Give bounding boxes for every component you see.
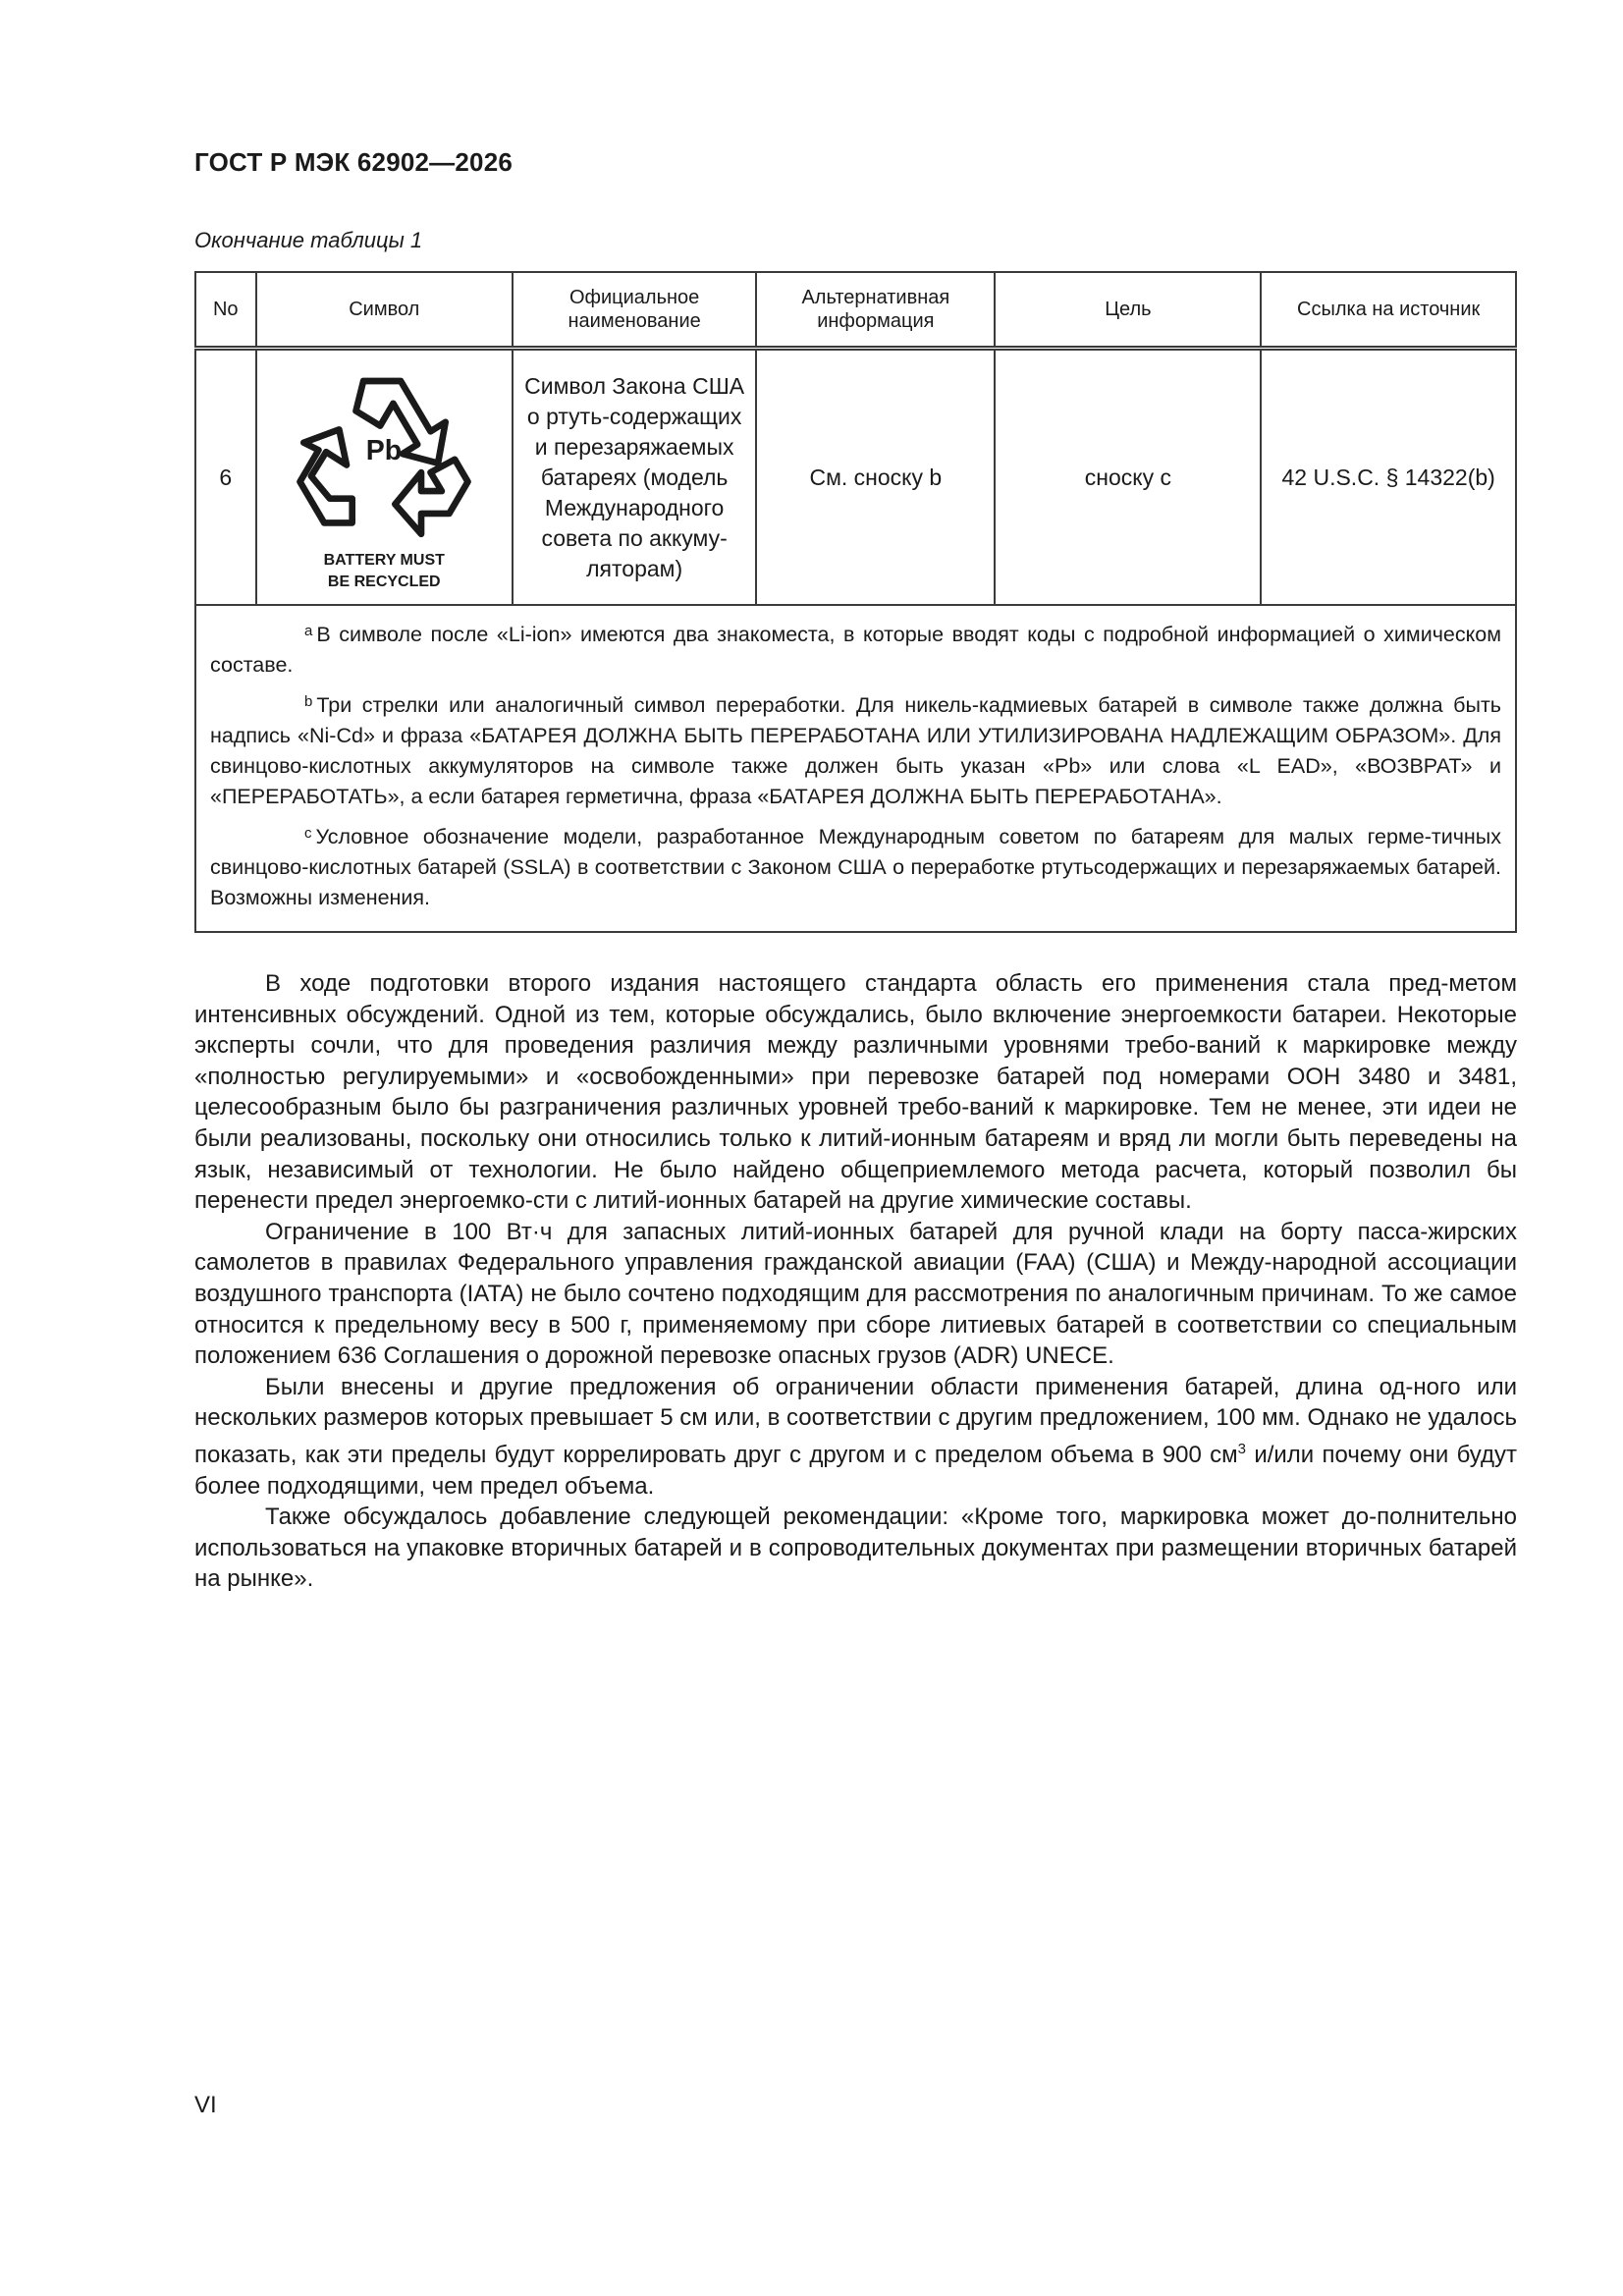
cell-alternative-info: См. сноску b [756,349,995,606]
footnote-c [210,818,1501,913]
table-row [195,349,1516,606]
symbol-container [263,362,507,592]
page-number: VI [194,2092,217,2118]
table-notes-row [195,605,1516,932]
footnote-a [210,616,1501,681]
paragraph: В ходе подготовки второго издания настоящего стандарта область его применения стала пред-метом интенсивных обсуждений. Одной из тем, которые обсуждались, было включение энергоемкости батареи. Некоторые эксперты сочли, что для проведения различия между различными уровнями требо-ваний к маркировке между «полностью регулируемыми» и «освобожденными» при перевозке батарей под номерами ООН 3480 и 3481, целесообразным было бы разграничения различных уровней требо-ваний к маркировке. Тем не менее, эти идеи не были реализованы, поскольку они относились только к литий-ионным батареям и вряд ли могли быть переведены на язык, независимый от технологии. Не было найдено общеприемлемого метода расчета, который позволил бы перенести предел энергоемко-сти с литий-ионных батарей на другие химические составы. [194,970,1517,1215]
table-caption: Окончание таблицы 1 [194,228,423,252]
cell-official-name: Символ Закона США о ртуть-содержащих и перезаряжаемых батареях (модель Международного совета по аккуму-ляторам) [513,349,756,606]
paragraph: Ограничение в 100 Вт·ч для запасных литий-ионных батарей для ручной клади на борту пасса-жирских самолетов в правилах Федерального управления гражданской авиации (FAA) (США) и Между-народной ассоциации воздушного транспорта (IATA) не было сочтено подходящим для рассмотрения по аналогичным причинам. То же самое относится к предельному весу в 500 г, применяемому при сборе литиевых батарей в соответствии со специальным положением 636 Соглашения о дорожной перевозке опасных грузов (ADR) UNECE. [194,1218,1517,1370]
symbol-caption-line-1: BATTERY MUST [323,552,445,569]
footnote-mark: b [304,693,313,710]
column-header-goal: Цель [995,272,1261,349]
cell-symbol [256,349,514,606]
footnote-mark: a [304,623,313,639]
footnote-b [210,686,1501,812]
column-header-alternative-info: Альтернативная информация [756,272,995,349]
cell-source-ref: 42 U.S.C. § 14322(b) [1261,349,1516,606]
symbol-caption-line-2: BE RECYCLED [327,574,441,590]
standard-title: ГОСТ Р МЭК 62902—2026 [194,147,514,177]
paragraph-text: и/или почему они будут более подходящими, чем предел объема. [194,1441,1517,1500]
paragraph: Также обсуждалось добавление следующей рекомендации: «Кроме того, маркировка может до-полнительно использоваться на упаковке вторичных батарей и в сопроводительных документах при размещении вторичных батарей на рынке». [194,1503,1517,1593]
column-header-no: No [195,272,256,349]
paragraph [194,1372,1517,1502]
symbol-pb-text: Pb [366,434,403,466]
table-header-row [195,272,1516,349]
column-header-symbol: Символ [256,272,514,349]
table-notes [195,605,1516,932]
column-header-source-ref: Ссылка на источник [1261,272,1516,349]
footnote-text: Три стрелки или аналогичный символ переработки. Для никель-кадмиевых батарей в символе также должна быть надпись «Ni-Cd» и фраза «БАТАРЕЯ ДОЛЖНА БЫТЬ ПЕРЕРАБОТАНА ИЛИ УТИЛИЗИРОВАНА НАДЛЕЖАЩИМ ОБРАЗОМ». Для свинцово-кислотных аккумуляторов на символе также должен быть указан «Pb» или слова «L EAD», «ВОЗВРАТ» и «ПЕРЕРАБОТАТЬ», а если батарея герметична, фраза «БАТАРЕЯ ДОЛЖНА БЫТЬ ПЕРЕРАБОТАНА». [210,693,1501,808]
symbols-table [194,271,1517,933]
footnote-mark: c [304,825,312,842]
cell-goal: сноску с [995,349,1261,606]
cell-no: 6 [195,349,256,606]
footnote-text: Условное обозначение модели, разработанное Международным советом по батареям для малых герме-тичных свинцово-кислотных батарей (SSLA) в соответствии с Законом США о переработке ртутьсодержащих и перезаряжаемых батарей. Возможны изменения. [210,825,1501,909]
battery-recycle-pb-icon [291,362,477,549]
paragraph-text: Были внесены и другие предложения об ограничении области применения батарей, длина од-ного или нескольких размеров которых превышает 5 см или, в соответствии с другим предложением, 100 мм. Однако не удалось показать, как эти пределы будут коррелировать друг с другом и с пределом объема в 900 см [194,1373,1517,1468]
footnote-text: В символе после «Li-ion» имеются два знакоместа, в которые вводят коды с подробной информацией о химическом составе. [210,623,1501,677]
body-text [194,968,1517,1595]
column-header-official-name: Официальное наименование [513,272,756,349]
superscript: 3 [1237,1440,1247,1457]
